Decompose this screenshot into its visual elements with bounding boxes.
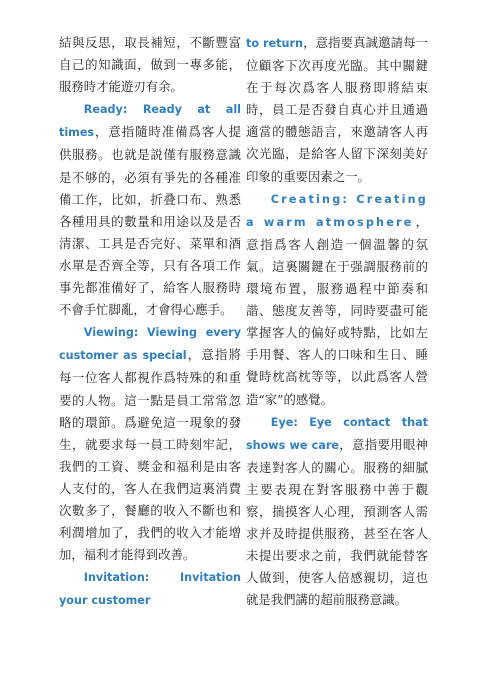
paragraph-eye <box>246 411 428 612</box>
left-column <box>59 32 241 612</box>
keyword-viewing: Viewing: Viewing every customer as special <box>59 326 241 363</box>
invitation-text: ，意指要真誠邀請每一位顧客下次再度光臨。其中關鍵在于每次爲客人服務即將結束時，員工是否發自真心并且通過適當的體態語言，來邀請客人再次光臨，是給客人留下深刻美好印象的重要因素之一。 <box>246 35 429 184</box>
keyword-invitation: Invitation: Invitation your customer <box>59 571 241 608</box>
viewing-text: ，意指將每一位客人都視作爲特殊的和重要的人物。這一點是員工常常忽略的環節。爲避免這一現象的發生，就要求每一員工時刻牢記，我們的工資、獎金和福利是由客人支付的，客人在我們這裏消費次數多了，餐廳的收入不斷也和利潤增加了，我們的收入才能增加，福利才能得到改善。 <box>59 347 242 563</box>
keyword-ready: Ready: Ready at all times <box>59 103 241 140</box>
creating-text: ，意指爲客人創造一個溫馨的氛氣。這裏關鍵在于强調服務前的環境布置，服務過程中節奏和諧、態度友善等，同時要盡可能掌握客人的偏好或特點，比如左手用餐、客人的口味和生日、睡覺時枕高枕等等，以此爲客人營造“家”的感覺。 <box>246 213 428 407</box>
paragraph-intro-continued: 結與反思，取長補短，不斷豐富自己的知識面，做到一專多能，服務時才能遊刃有余。 <box>59 35 241 95</box>
keyword-eye: Eye: Eye contact that shows we care <box>246 415 428 452</box>
keyword-invitation-cont: to return <box>246 37 303 50</box>
eye-text: ，意指要用眼神表達對客人的關心。服務的細膩主要表現在對客服務中善于觀察，揣摸客人心理，預測客人需求并及時提供服務，甚至在客人未提出要求之前，我們就能替客人做到，使客人倍感親切，這也就是我們講的超前服務意識。 <box>246 436 428 608</box>
paragraph-ready <box>59 98 241 321</box>
paragraph-invitation-start <box>59 566 241 612</box>
ready-text: ，意指隨時准備爲客人提供服務。也就是説僅有服務意識是不够的，必須有爭先的各種准備工作，比如，折叠口布、熟悉各種用具的數量和用途以及是否清潔、工具是否完好、菜單和酒水單是否齊全等，只有各項工作事先都准備好了，給客人服務時不會手忙脚亂，才會得心應手。 <box>59 124 241 318</box>
keyword-creating: Creating: Creating a warm atmosphere <box>246 192 428 229</box>
paragraph-invitation-continued <box>246 32 428 188</box>
paragraph-viewing <box>59 321 241 566</box>
paragraph-creating <box>246 188 428 411</box>
right-column <box>246 32 428 611</box>
